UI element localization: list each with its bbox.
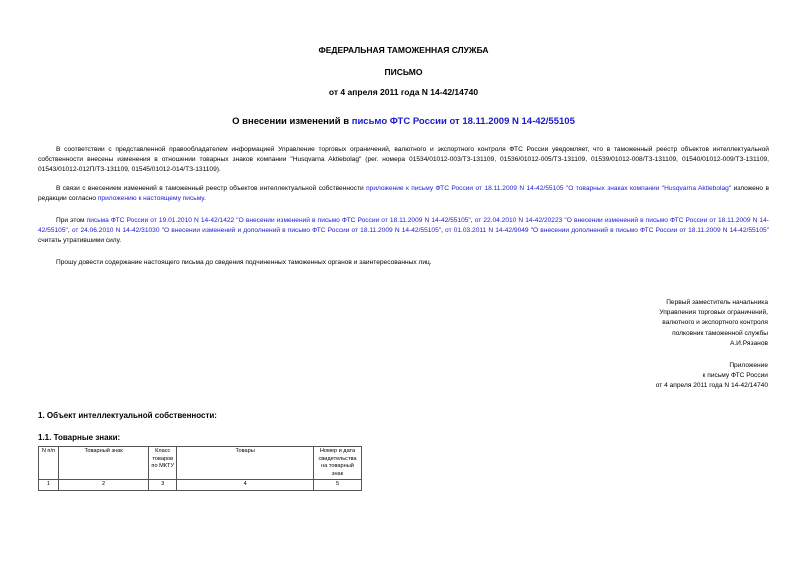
appendix-block [468, 361, 768, 392]
section-1-heading: 1. Объект интеллектуальной собственности: [38, 411, 217, 420]
signature-name: А.И.Рязанов [729, 339, 768, 347]
p2-text-b: изложено в редакции согласно [38, 185, 769, 202]
doc-subject [0, 116, 807, 127]
cell-col-5: 5 [314, 480, 362, 491]
doc-type: ПИСЬМО [384, 67, 423, 77]
p2-text-c: . [203, 195, 206, 202]
paragraph-2 [38, 184, 769, 204]
header-cell-certificate: Номер и дата свидетельства на товарный знак [314, 447, 362, 480]
table-header-row [39, 447, 362, 480]
paragraph-4: Прошу довести содержание настоящего письма до сведения подчиненных таможенных органов и заинтересованных лиц. [56, 259, 432, 266]
signature-line-4: полковник таможенной службы [672, 329, 768, 337]
header-cell-goods: Товары [177, 447, 314, 480]
paragraph-3 [38, 216, 769, 246]
paragraph-1: В соответствии с представленной правообладателем информацией Управление торговых ограничений, валютного и экспортного контроля ФТС России уведомляет, что в таможенный реестр объектов интеллектуальной собственности внесены изменения в отношении товарных знаков компании "Husqvarna Aktiebolag" (рег. номера 01534/01012-003/ТЗ-131109, 01536/01012-005/ТЗ-131109, 01539/01012-008/ТЗ-131109, 01540/01012-009/ТЗ-131109, 01543/01012-012П/ТЗ-131109, 01545/01012-014/ТЗ-131109). [38, 146, 769, 173]
appendix-line-3: от 4 апреля 2011 года N 14-42/14740 [655, 382, 768, 390]
signature-line-1: Первый заместитель начальника [666, 299, 768, 306]
table-row [39, 480, 362, 491]
subject-link[interactable]: письмо ФТС России от 18.11.2009 N 14-42/55105 [351, 116, 575, 127]
cell-col-4: 4 [177, 480, 314, 491]
subject-prefix: О внесении изменений в [232, 116, 352, 127]
signature-line-2: Управления торговых ограничений, [659, 309, 768, 317]
section-1-1-heading: 1.1. Товарные знаки: [38, 433, 121, 442]
header-cell-trademark: Товарный знак [58, 447, 148, 480]
cell-col-2: 2 [58, 480, 148, 491]
p3-link-4[interactable]: от 01.03.2011 N 14-42/9049 "О внесении дополнений в письмо ФТС России от 18.11.2009 N 14-42/55105" [445, 227, 770, 234]
signature-line-3: валютного и экспортного контроля [662, 319, 768, 327]
p2-link-appendix[interactable]: приложение к письму ФТС России от 18.11.2009 N 14-42/55105 "О товарных знаках компании "Husqvarna Aktiebolag" [366, 185, 732, 192]
appendix-line-1: Приложение [729, 362, 768, 369]
p2-text-a: В связи с внесением изменений в таможенный реестр объектов интеллектуальной собственности [56, 185, 367, 192]
p3-link-3[interactable]: от 24.06.2010 N 14-42/31030 "О внесении изменений и дополнений в письмо ФТС России от 18.11.2009 N 14-42/55105" [71, 227, 442, 234]
p3-text-b: , [470, 217, 475, 224]
header-cell-number: N п/п [39, 447, 59, 480]
cell-col-1: 1 [39, 480, 59, 491]
p3-text-a: При этом [56, 217, 87, 224]
header-cell-class: Класс товаров по МКТУ [149, 447, 177, 480]
p2-link-current-appendix[interactable]: приложению к настоящему письму [97, 195, 204, 202]
p3-text-e: считать утратившими силу. [38, 237, 122, 244]
appendix-line-2: к письму ФТС России [702, 372, 768, 380]
trademark-table [38, 446, 362, 491]
p3-text-d: , [441, 227, 446, 234]
signature-block [468, 298, 768, 349]
p3-text-c: , [67, 227, 72, 234]
p3-link-1[interactable]: письма ФТС России от 19.01.2010 N 14-42/1422 "О внесении изменений в письмо ФТС России от 18.11.2009 N 14-42/55105" [86, 217, 471, 224]
p3-link-2[interactable]: от 22.04.2010 N 14-42/20223 "О внесении изменений в письмо ФТС России от 18.11.2009 N 14-42/55105" [38, 217, 769, 234]
doc-date: от 4 апреля 2011 года N 14-42/14740 [328, 87, 479, 97]
cell-col-3: 3 [149, 480, 177, 491]
org-title: ФЕДЕРАЛЬНАЯ ТАМОЖЕННАЯ СЛУЖБА [318, 45, 489, 55]
